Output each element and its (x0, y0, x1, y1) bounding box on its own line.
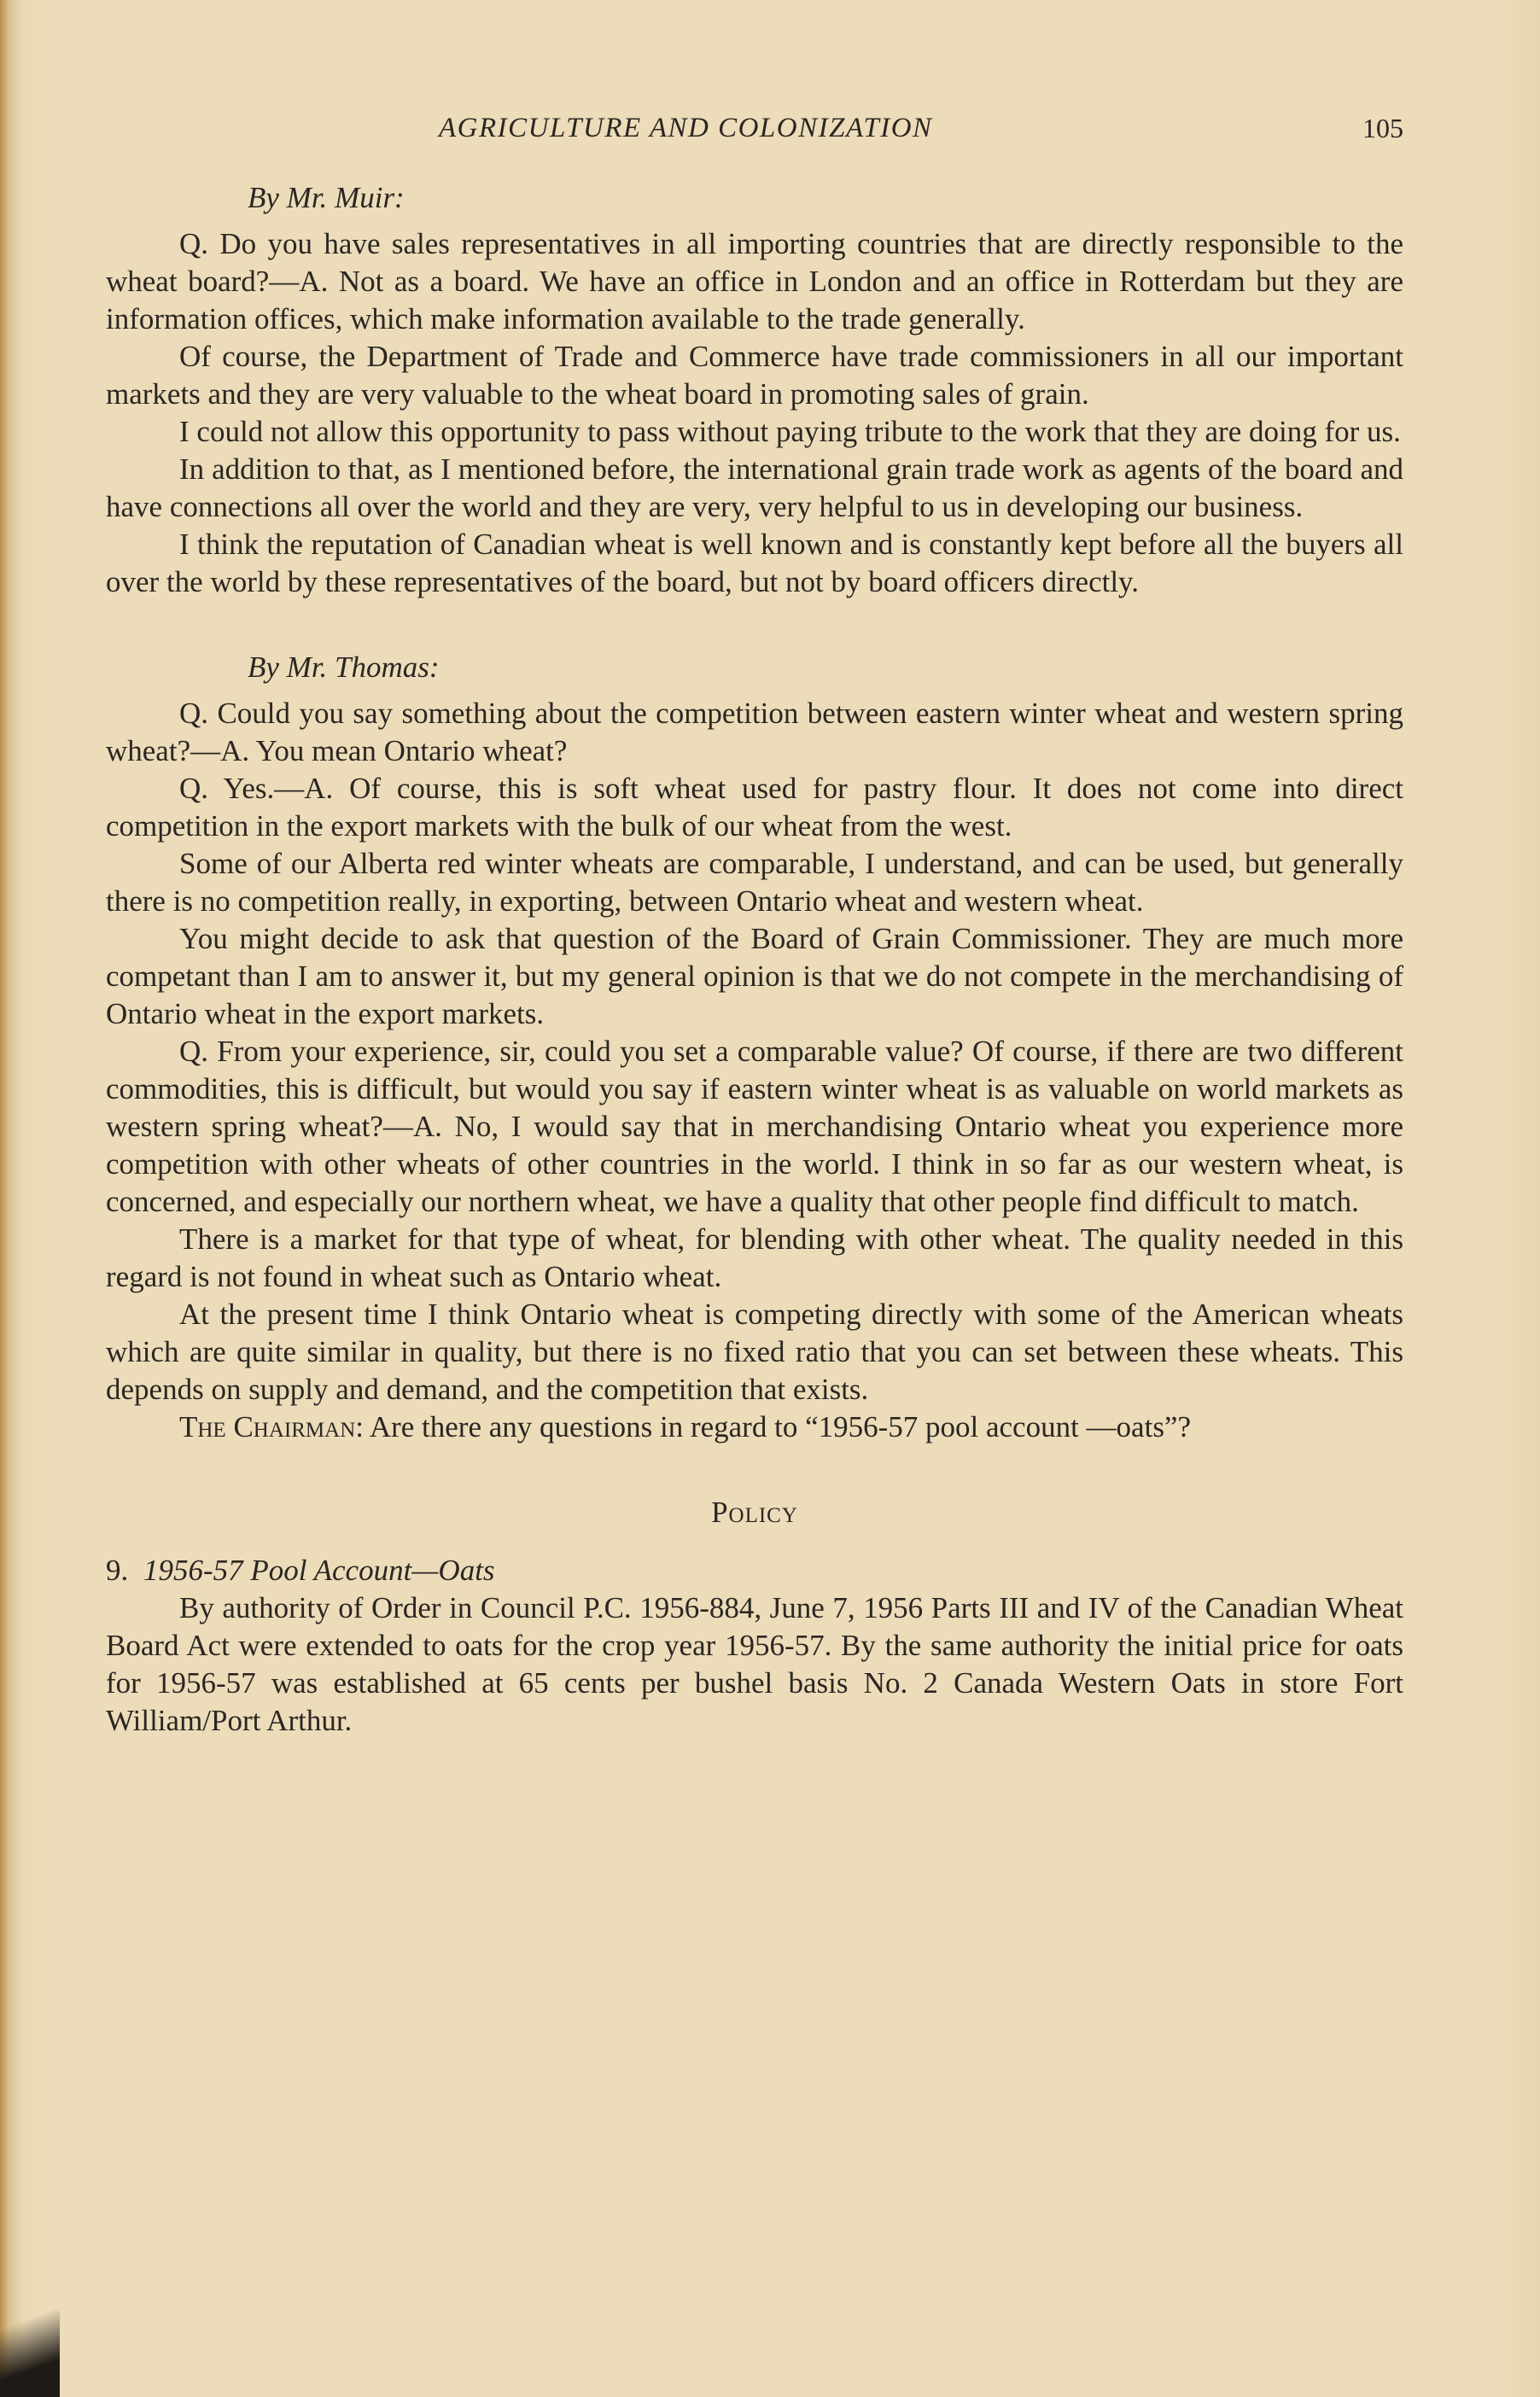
item-title: 1956-57 Pool Account—Oats (143, 1554, 495, 1587)
page-shadow (0, 2269, 60, 2397)
chairman-paragraph (106, 1408, 1403, 1446)
paragraph: Q. From your experience, sir, could you set a comparable value? Of course, if there are two different commodities, this is difficult, but would you say if eastern winter wheat is as valuable on world markets as western spring wheat?—A. No, I would say that in merchandising Ontario wheat you experience more competition with other wheats of other countries in the world. I think in so far as our western wheat, is concerned, and especially our northern wheat, we have a quality that other people find difficult to match. (106, 1035, 1403, 1218)
paragraph: I think the reputation of Canadian wheat is well known and is constantly kept before all the buyers all over the world by these representatives of the board, but not by board officers directly. (106, 528, 1403, 598)
paragraph: Of course, the Department of Trade and Commerce have trade commissioners in all our important markets and they are very valuable to the wheat board in promoting sales of grain. (106, 340, 1403, 411)
paragraph: Q. Do you have sales representatives in all importing countries that are directly responsible to the wheat board?—A. Not as a board. We have an office in London and an office in Rotterdam but they are information offices, which make information available to the trade generally. (106, 227, 1403, 335)
paragraph: At the present time I think Ontario wheat is competing directly with some of the American wheats which are quite similar in quality, but there is no fixed ratio that you can set between these wheats. This depends on supply and demand, and the competition that exists. (106, 1298, 1403, 1406)
paragraph: Some of our Alberta red winter wheats are comparable, I understand, and can be used, but generally there is no competition really, in exporting, between Ontario wheat and western wheat. (106, 847, 1403, 918)
paragraph: You might decide to ask that question of the Board of Grain Commissioner. They are much more competant than I am to answer it, but my general opinion is that we do not compete in the merchandising of Ontario wheat in the export markets. (106, 922, 1403, 1030)
paragraph: There is a market for that type of wheat, for blending with other wheat. The quality needed in this regard is not found in wheat such as Ontario wheat. (106, 1222, 1403, 1293)
chairman-label: The Chairman: (179, 1410, 364, 1443)
paragraph: By authority of Order in Council P.C. 1956-884, June 7, 1956 Parts III and IV of the Canadian Wheat Board Act were extended to oats for the crop year 1956-57. By the same authority the initial price for oats for 1956-57 was established at 65 cents per bushel basis No. 2 Canada Western Oats in store Fort William/Port Arthur. (106, 1591, 1403, 1737)
section-heading-policy: Policy (711, 1496, 798, 1529)
paragraph: In addition to that, as I mentioned before, the international grain trade work as agents of the board and have connections all over the world and they are very, very helpful to us in developing our business. (106, 452, 1403, 523)
speaker-heading-thomas: By Mr. Thomas: (248, 650, 440, 684)
page-number: 105 (1362, 113, 1403, 143)
page-text-block (106, 102, 1403, 1740)
paragraph: Q. Could you say something about the competition between eastern winter wheat and western spring wheat?—A. You mean Ontario wheat? (106, 697, 1403, 767)
running-head-title: AGRICULTURE AND COLONIZATION (439, 113, 933, 143)
chairman-question: Are there any questions in regard to “1956-57 pool account —oats”? (369, 1410, 1192, 1443)
item-heading (106, 1552, 1403, 1589)
paragraph: Q. Yes.—A. Of course, this is soft wheat used for pastry flour. It does not come into direct competition in the export markets with the bulk of our wheat from the west. (106, 772, 1403, 843)
item-number: 9. (106, 1554, 129, 1587)
running-head (106, 102, 1403, 154)
paragraph: I could not allow this opportunity to pass without paying tribute to the work that they are doing for us. (179, 415, 1401, 448)
speaker-heading-muir: By Mr. Muir: (248, 181, 405, 214)
